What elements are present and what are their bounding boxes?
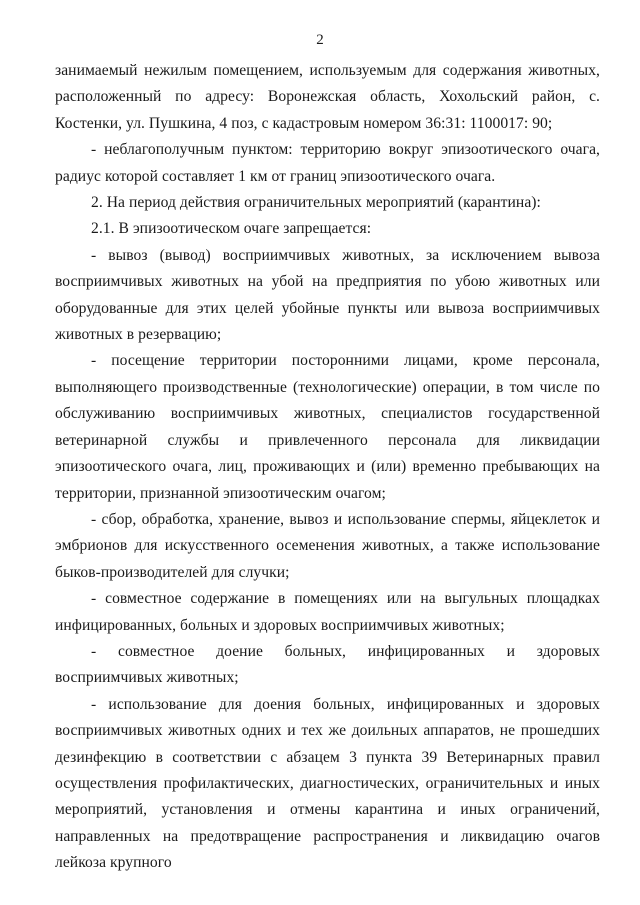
paragraph-milking-equipment: - использование для доения больных, инфицированных и здоровых восприимчивых животных одних и тех же доильных аппаратов, не прошедших дезинфекцию в соответствии с абзацем 3 пункта 39 Ветеринарных правил осуществления профилактических, диагностических, ограничительных и иных мероприятий, установления и отмены карантина и иных ограничений, направленных на предотвращение распространения и ликвидацию очагов лейкоза крупного xyxy=(55,695,600,872)
paragraph-prohibited-heading: 2.1. В эпизоотическом очаге запрещается: xyxy=(91,220,372,238)
page-number: 2 xyxy=(316,32,324,48)
paragraph-quarantine-period: 2. На период действия ограничительных мероприятий (карантина): xyxy=(91,194,541,212)
paragraph-joint-keeping: - совместное содержание в помещениях или на выгульных площадках инфицированных, больных и здоровых восприимчивых животных; xyxy=(55,590,600,634)
paragraph-animal-removal: - вывоз (вывод) восприимчивых животных, за исключением вывоза восприимчивых животных на убой на предприятия по убою животных или оборудованные для этих целей убойные пункты или вывоза восприимчивых животных в резервацию; xyxy=(55,246,600,344)
paragraph-unfavorable-point: - неблагополучным пунктом: территорию вокруг эпизоотического очага, радиус которой составляет 1 км от границ эпизоотического очага. xyxy=(55,141,600,185)
paragraph-premises-description: занимаемый нежилым помещением, используемым для содержания животных, расположенный по адресу: Воронежская область, Хохольский район, с. Костенки, ул. Пушкина, 4 поз, с кадастровым номером 36:31: 1100017: 90; xyxy=(55,62,600,132)
document-body xyxy=(55,58,600,877)
paragraph-semen-collection: - сбор, обработка, хранение, вывоз и использование спермы, яйцеклеток и эмбрионов для искусственного осеменения животных, а также использование быков-производителей для случки; xyxy=(55,510,600,581)
paragraph-visiting-territory: - посещение территории посторонними лицами, кроме персонала, выполняющего производственные (технологические) операции, в том числе по обслуживанию восприимчивых животных, специалистов государственной ветеринарной службы и привлеченного персонала для ликвидации эпизоотического очага, лиц, проживающих и (или) временно пребывающих на территории, признанной эпизоотическим очагом; xyxy=(55,352,600,502)
paragraph-joint-milking: - совместное доение больных, инфицированных и здоровых восприимчивых животных; xyxy=(55,642,600,687)
